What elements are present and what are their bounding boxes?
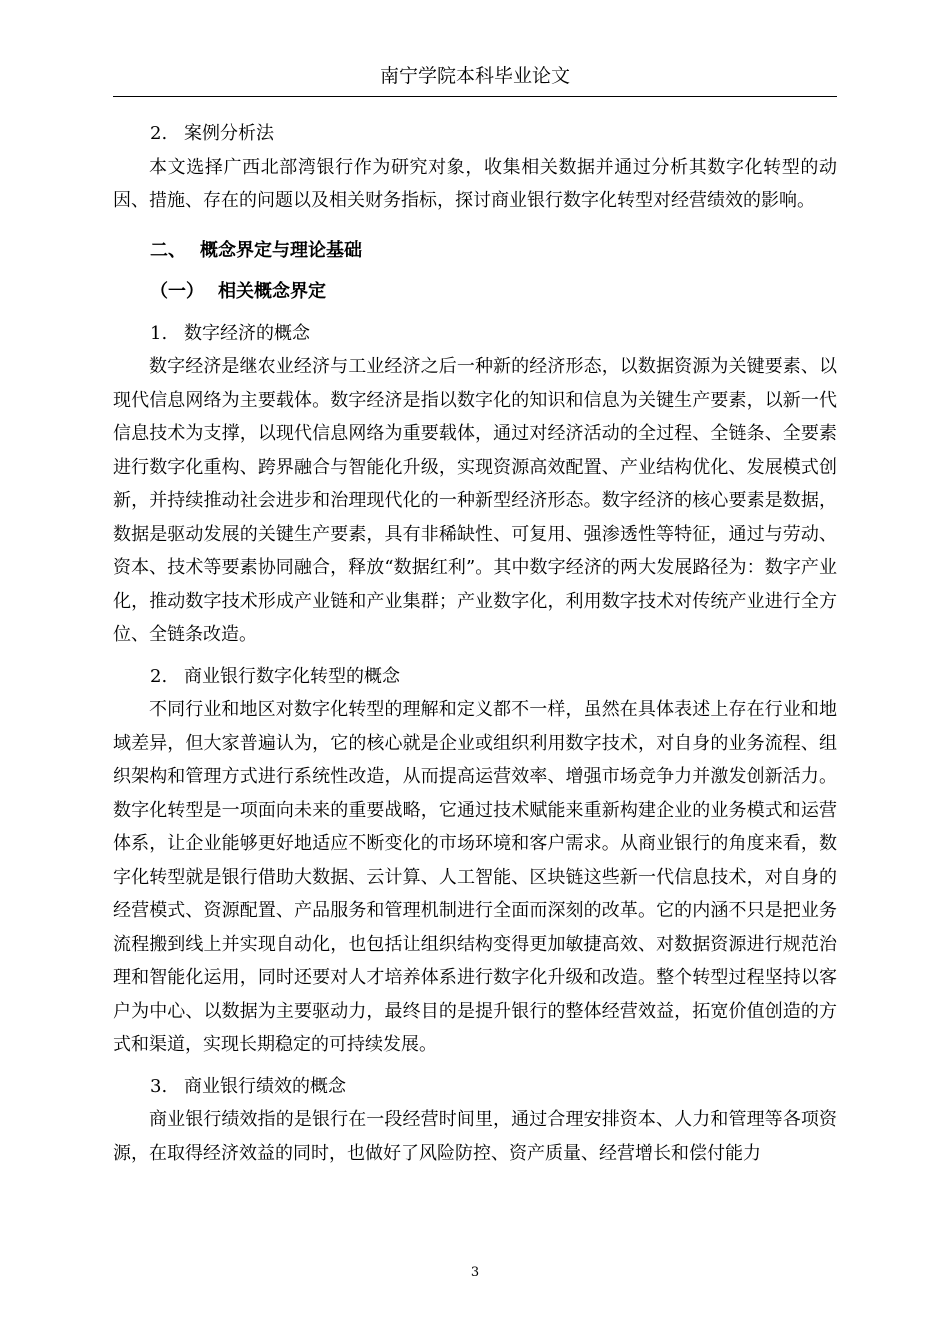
subsection-heading-case-method <box>113 117 837 151</box>
subsection-number: 3. <box>150 1075 168 1097</box>
subsection-title: 数字经济的概念 <box>184 322 310 344</box>
paragraph-case-method: 本文选择广西北部湾银行作为研究对象，收集相关数据并通过分析其数字化转型的动因、措施、存在的问题以及相关财务指标，探讨商业银行数字化转型对经营绩效的影响。 <box>113 156 837 211</box>
subsection-number: 1. <box>150 322 168 344</box>
subsection-title: 商业银行数字化转型的概念 <box>184 665 400 687</box>
paragraph-bank-transformation: 不同行业和地区对数字化转型的理解和定义都不一样，虽然在具体表述上存在行业和地域差异，但大家普遍认为，它的核心就是企业或组织利用数字技术，对自身的业务流程、组织架构和管理方式进行系统性改造，从而提高运营效率、增强市场竞争力并激发创新活力。数字化转型是一项面向未来的重要战略，它通过技术赋能来重新构建企业的业务模式和运营体系，让企业能够更好地适应不断变化的市场环境和客户需求。从商业银行的角度来看，数字化转型就是银行借助大数据、云计算、人工智能、区块链这些新一代信息技术，对自身的经营模式、资源配置、产品服务和管理机制进行全面而深刻的改革。它的内涵不只是把业务流程搬到线上并实现自动化，也包括让组织结构变得更加敏捷高效、对数据资源进行规范治理和智能化运用，同时还要对人才培养体系进行数字化升级和改造。整个转型过程坚持以客户为中心、以数据为主要驱动力，最终目的是提升银行的整体经营效益，拓宽价值创造的方式和渠道，实现长期稳定的可持续发展。 <box>113 699 837 1055</box>
section-heading <box>113 275 837 309</box>
paragraph-digital-economy: 数字经济是继农业经济与工业经济之后一种新的经济形态，以数据资源为关键要素、以现代信息网络为主要载体。数字经济是指以数字化的知识和信息为关键生产要素，以新一代信息技术为支撑，以现代信息网络为重要载体，通过对经济活动的全过程、全链条、全要素进行数字化重构、跨界融合与智能化升级，实现资源高效配置、产业结构优化、发展模式创新，并持续推动社会进步和治理现代化的一种新型经济形态。数字经济的核心要素是数据，数据是驱动发展的关键生产要素，具有非稀缺性、可复用、强渗透性等特征，通过与劳动、资本、技术等要素协同融合，释放“数据红利”。其中数字经济的两大发展路径为：数字产业化，推动数字技术形成产业链和产业集群；产业数字化，利用数字技术对传统产业进行全方位、全链条改造。 <box>113 356 837 645</box>
chapter-heading <box>113 234 837 268</box>
subsection-number: 2. <box>150 665 168 687</box>
header-rule <box>113 96 837 97</box>
subsection-heading-bank-performance <box>113 1070 837 1104</box>
page-number: 3 <box>470 1265 480 1280</box>
running-header: 南宁学院本科毕业论文 <box>379 65 570 87</box>
section-title: 相关概念界定 <box>218 281 326 302</box>
subsection-number: 2. <box>150 123 168 144</box>
section-number: （一） <box>150 281 204 302</box>
chapter-number: 二、 <box>150 239 186 261</box>
page-body <box>113 117 837 1170</box>
paragraph-bank-performance: 商业银行绩效指的是银行在一段经营时间里，通过合理安排资本、人力和管理等各项资源，在取得经济效益的同时，也做好了风险防控、资产质量、经营增长和偿付能力 <box>113 1109 837 1164</box>
subsection-heading-digital-economy <box>113 317 837 351</box>
subsection-title: 案例分析法 <box>184 123 274 144</box>
subsection-heading-bank-transformation <box>113 660 837 694</box>
chapter-title: 概念界定与理论基础 <box>200 239 362 261</box>
subsection-title: 商业银行绩效的概念 <box>184 1075 346 1097</box>
